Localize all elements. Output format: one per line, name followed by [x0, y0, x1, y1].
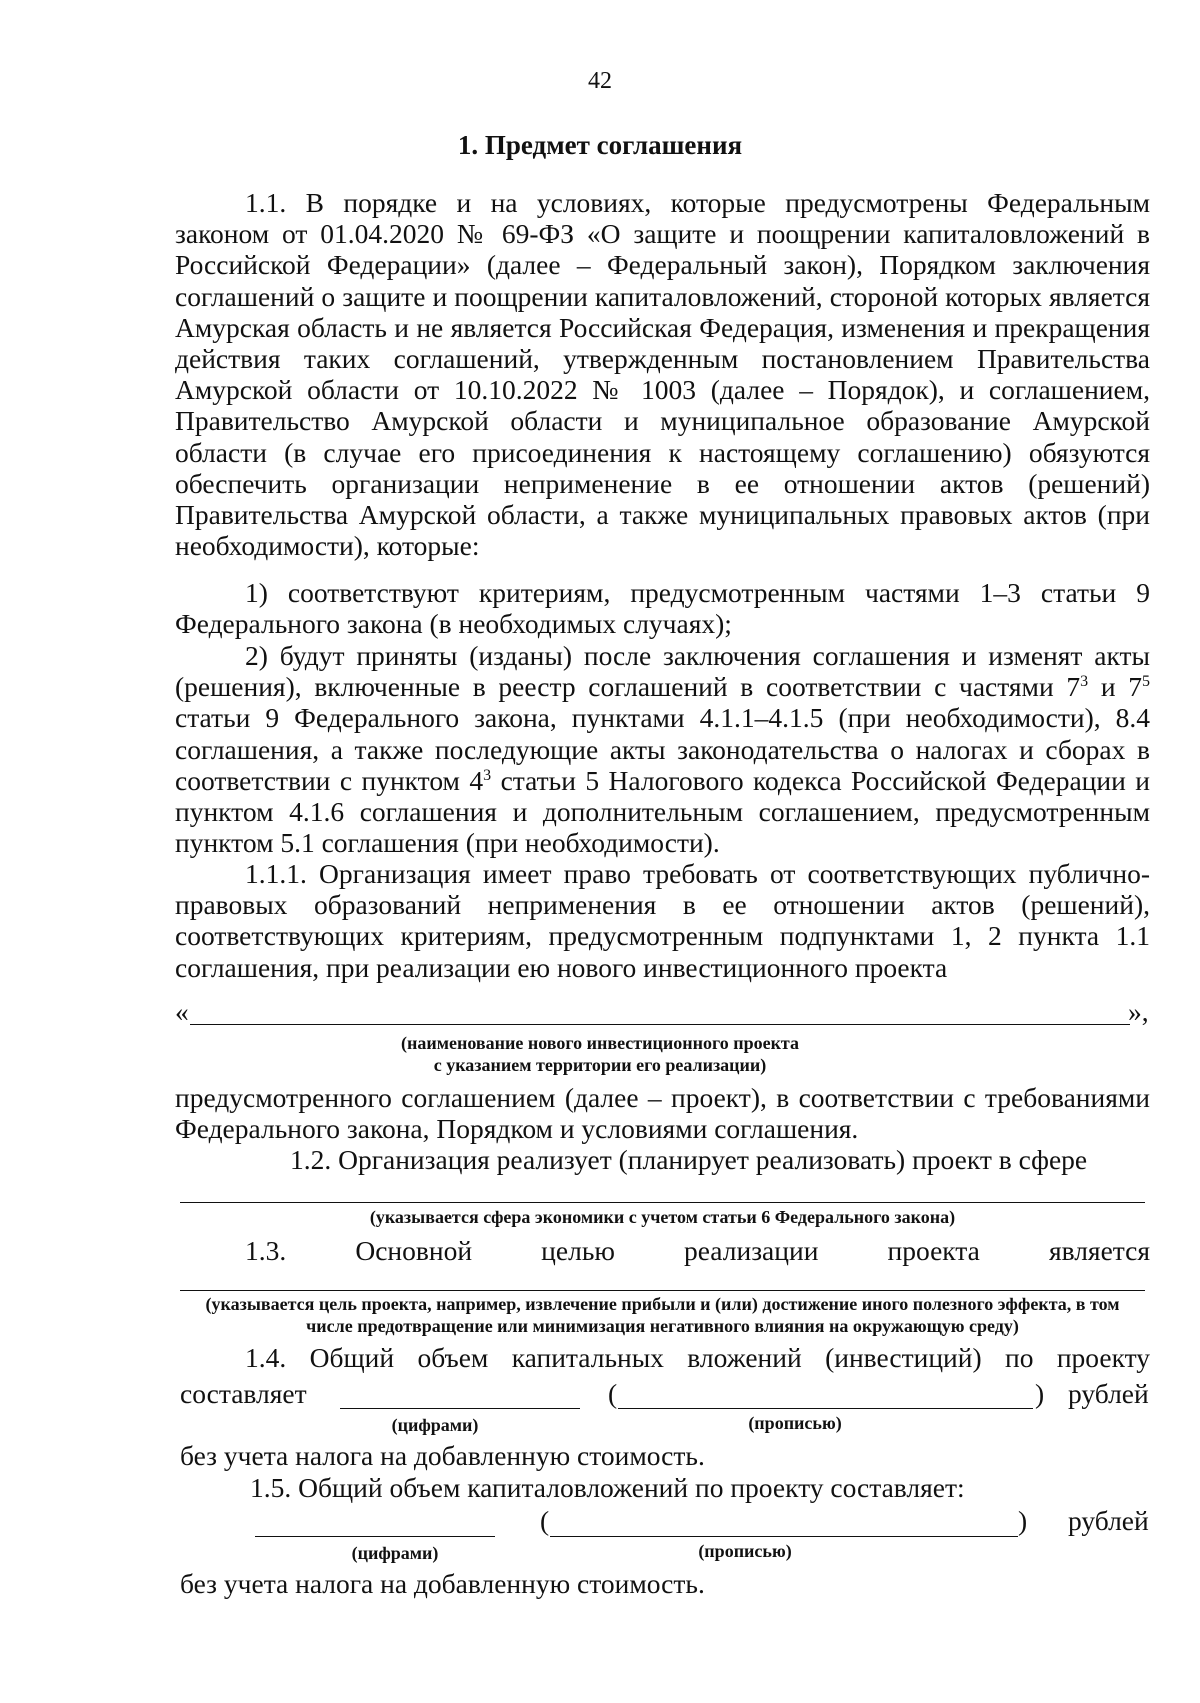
goal-line — [180, 1290, 1145, 1291]
rubles-label: рублей — [1068, 1505, 1149, 1536]
paragraph-1-5: 1.5. Общий объем капиталовложений по проекту составляет: — [250, 1472, 965, 1503]
paren-open: ( — [540, 1505, 550, 1536]
section-title: 1. Предмет соглашения — [457, 130, 743, 160]
amount-words-line-1-5 — [550, 1536, 1018, 1537]
quote-open: « — [175, 996, 189, 1027]
item-2-part-c: статьи 9 Федерального закона, пунктами 4.1.1–4.1.5 (при необходимости), 8.4 соглашения, а также последующие акты законодательства о налогах и сборах в соответствии с пунктом 4 — [175, 702, 1150, 796]
paragraph-1-1-1-continued: предусмотренного соглашением (далее – проект), в соответствии с требованиями Федерального закона, Порядком и условиями соглашения. — [175, 1082, 1150, 1145]
item-2-part-b: и 7 — [1088, 671, 1143, 703]
project-name-line — [190, 1024, 1130, 1025]
vat-note-1-5: без учета налога на добавленную стоимость. — [180, 1568, 705, 1599]
superscript: 3 — [1080, 673, 1089, 691]
paragraph-1-4: 1.4. Общий объем капитальных вложений (инвестиций) по проекту — [245, 1342, 1150, 1373]
caption-goal-line-2: числе предотвращение или минимизация негативного влияния на окружающую среду) — [306, 1316, 1019, 1336]
superscript: 5 — [1142, 673, 1151, 691]
paragraph-1-1-1: 1.1.1. Организация имеет право требовать от соответствующих публично-правовых образований неприменения в ее отношении актов (решений), соответствующих критериям, предусмотренным подпунктами 1, 2 пункта 1.1 соглашения, при реализации ею нового инвестиционного проекта — [175, 858, 1150, 983]
caption-project-name — [300, 1032, 900, 1076]
rubles-label: рублей — [1068, 1378, 1149, 1409]
caption-words: (прописью) — [748, 1413, 842, 1433]
superscript: 3 — [483, 766, 492, 784]
caption-words: (прописью) — [698, 1541, 792, 1561]
paragraph-1-1-item-2 — [175, 640, 1150, 858]
item-2-part-a: 2) будут приняты (изданы) после заключения соглашения и изменят акты (решения), включенные в реестр соглашений в соответствии с частями 7 — [175, 640, 1150, 703]
paragraph-1-3: 1.3. Основной целью реализации проекта является — [245, 1235, 1150, 1266]
paragraph-1-1-item-1: 1) соответствуют критериям, предусмотренным частями 1–3 статьи 9 Федерального закона (в необходимых случаях); — [175, 577, 1150, 640]
paragraph-1-2: 1.2. Организация реализует (планирует реализовать) проект в сфере — [290, 1144, 1088, 1175]
p1-4-sostavlyaet: составляет — [180, 1378, 307, 1409]
amount-digits-line-1-5 — [255, 1536, 495, 1537]
vat-note-1-4: без учета налога на добавленную стоимость. — [180, 1440, 705, 1471]
page-number: 42 — [588, 68, 612, 94]
caption-goal-line-1: (указывается цель проекта, например, извлечение прибыли и (или) достижение иного полезного эффекта, в том — [205, 1294, 1120, 1314]
paren-close: ) — [1018, 1505, 1028, 1536]
caption-project-line-2: с указанием территории его реализации) — [433, 1055, 767, 1075]
quote-close: », — [1128, 996, 1149, 1027]
sphere-line — [180, 1202, 1145, 1203]
caption-goal — [165, 1293, 1160, 1337]
caption-digits: (цифрами) — [391, 1415, 479, 1435]
caption-project-line-1: (наименование нового инвестиционного проекта — [401, 1033, 799, 1053]
amount-words-line-1-4 — [618, 1408, 1033, 1409]
item-2-part-d: статьи 5 Налогового кодекса Российской Федерации и пунктом 4.1.6 соглашения и дополнительным соглашением, предусмотренным пунктом 5.1 соглашения (при необходимости). — [175, 764, 1150, 859]
paragraph-1-1: 1.1. В порядке и на условиях, которые предусмотрены Федеральным законом от 01.04.2020 № 69-ФЗ «О защите и поощрении капиталовложений в Российской Федерации» (далее – Федеральный закон), Порядком заключения соглашений о защите и поощрении капиталовложений, стороной которых является Амурская область и не является Российская Федерация, изменения и прекращения действия таких соглашений, утвержденным постановлением Правительства Амурской области от 10.10.2022 № 1003 (далее – Порядок), и соглашением, Правительство Амурской области и муниципальное образование Амурской области (в случае его присоединения к настоящему соглашению) обязуются обеспечить организации неприменение в ее отношении актов (решений) Правительства Амурской области, а также муниципальных правовых актов (при необходимости), которые: — [175, 187, 1150, 562]
amount-digits-line-1-4 — [340, 1408, 580, 1409]
caption-digits: (цифрами) — [351, 1543, 439, 1563]
paren-open: ( — [608, 1378, 618, 1409]
caption-sphere: (указывается сфера экономики с учетом статьи 6 Федерального закона) — [369, 1207, 956, 1227]
paren-close: ) — [1035, 1378, 1045, 1409]
